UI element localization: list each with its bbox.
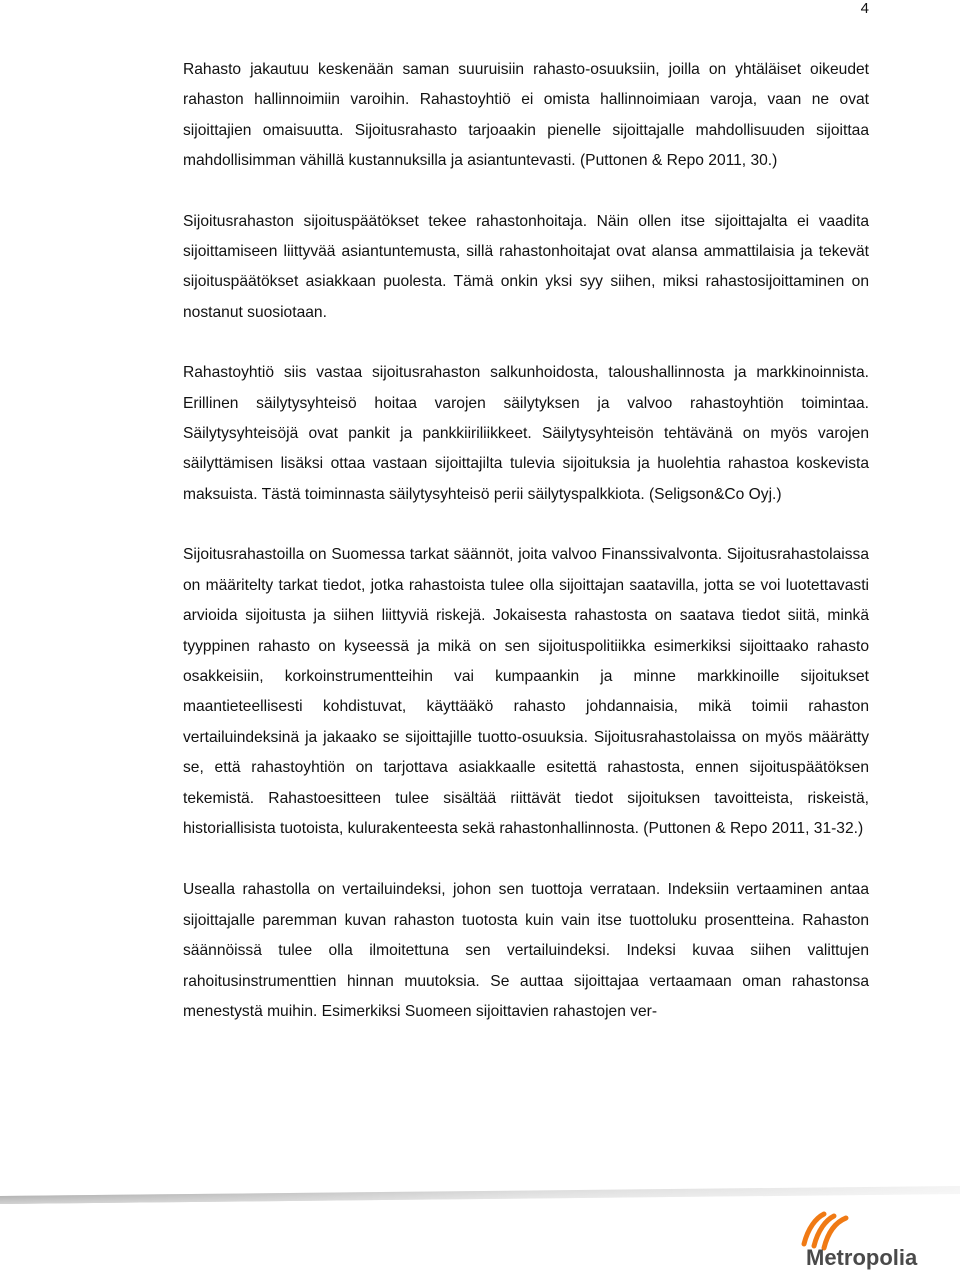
paragraph-4: Sijoitusrahastoilla on Suomessa tarkat säännöt, joita valvoo Finanssivalvonta. Sijoitusrahastolaissa on määritelty tarkat tiedot, jotka rahastoista tulee olla sijoittajan saatavilla, jotta se voi luotettavasti arvioida sijoitusta ja siihen liittyviä riskejä. Jokaisesta rahastosta on saatava tiedot siitä, minkä tyyppinen rahasto on kyseessä ja mikä on sen sijoituspolitiikka esimerkiksi sijoittaako rahasto osakkeisiin, korkoinstrumentteihin vai kumpaankin ja minne markkinoille sijoitukset maantieteellisesti kohdistuvat, käyttääkö rahasto johdannaisia, mikä toimii rahaston vertailuindeksinä ja jakaako se sijoittajille tuotto-osuuksia. Sijoitusrahastolaissa on myös määrätty se, että rahastoyhtiön on tarjottava asiakkaalle esitettä rahastosta, ennen sijoituspäätöksen tekemistä. Rahastoesitteen tulee sisältää riittävät tiedot sijoituksen tavoitteista, riskeistä, historiallisista tuotoista, kulurakenteesta sekä rahastonhallinnosta. (Puttonen & Repo 2011, 31-32.) [183, 546, 869, 837]
paragraph-2: Sijoitusrahaston sijoituspäätökset tekee rahastonhoitaja. Näin ollen itse sijoittajalta ei vaadita sijoittamiseen liittyvää asiantuntemusta, sillä rahastonhoitajat ovat alansa ammattilaisia ja tekevät sijoituspäätökset asiakkaan puolesta. Tämä onkin yksi syy siihen, miksi rahastosijoittaminen on nostanut suosiotaan. [183, 212, 869, 321]
paragraph-3: Rahastoyhtiö siis vastaa sijoitusrahaston salkunhoidosta, taloushallinnosta ja markkinoinnista. Erillinen säilytysyhteisö hoitaa varojen säilytyksen ja valvoo rahastoyhtiön toimintaa. Säilytysyhteisöjä ovat pankit ja pankkiiriliikkeet. Säilytysyhteisön tehtävänä on myös varojen säilyttämisen lisäksi ottaa vastaan sijoittajilta tulevia sijoituksia ja huolehtia rahastoa koskevista maksuista. Tästä toiminnasta säilytysyhteisö perii säilytyspalkkiota. (Seligson&Co Oyj.) [183, 364, 869, 503]
body-text [183, 55, 869, 1027]
page-number: 4 [860, 0, 869, 17]
logo-wordmark: Metropolia [806, 1245, 918, 1270]
paragraph-1: Rahasto jakautuu keskenään saman suuruisiin rahasto-osuuksiin, joilla on yhtäläiset oikeudet rahaston hallinnoimiin varoihin. Rahastoyhtiö ei omista hallinnoimiaan varoja, vaan ne ovat sijoittajien omaisuutta. Sijoitusrahasto tarjoaakin pienelle sijoittajalle mahdollisuuden sijoittaa mahdollisimman vähillä kustannuksilla ja asiantuntevasti. (Puttonen & Repo 2011, 30.) [183, 61, 869, 170]
footer-gradient-band [0, 1186, 960, 1204]
paragraph-5: Usealla rahastolla on vertailuindeksi, johon sen tuottoja verrataan. Indeksiin vertaaminen antaa sijoittajalle paremman kuvan rahaston tuotosta kuin vain itse tuottoluku prosentteina. Rahaston säännöissä tulee olla ilmoitettuna sen vertailuindeksi. Indeksi kuvaa siihen valittujen rahoitusinstrumenttien hinnan muutoksia. Se auttaa sijoittajaa vertaamaan oman rahastonsa menestystä muihin. Esimerkiksi Suomeen sijoittavien rahastojen ver- [183, 881, 869, 1020]
